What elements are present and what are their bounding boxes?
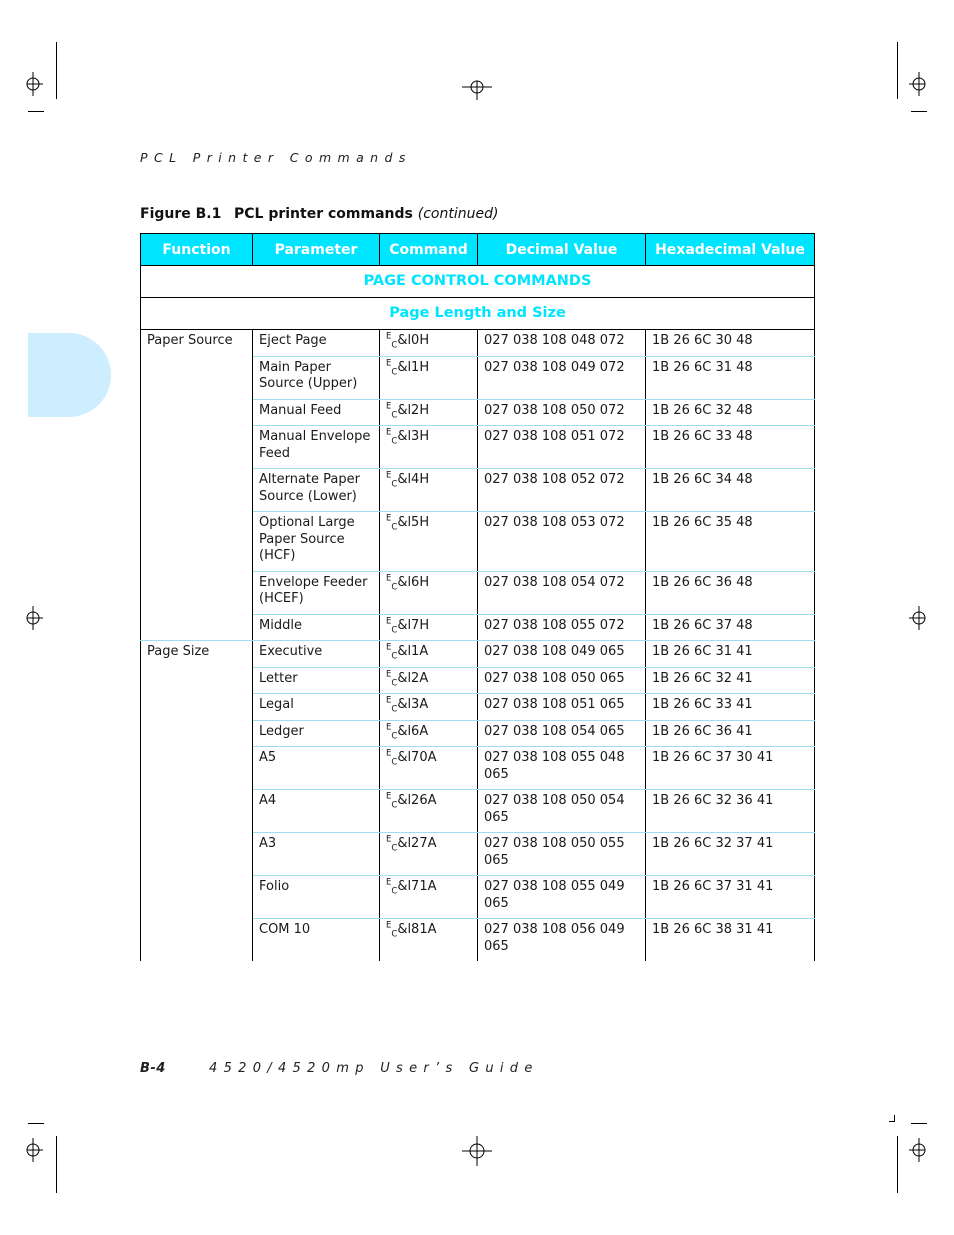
crop-mark-icon [28,111,44,112]
escape-char-c: C [391,340,398,351]
parameter-cell: Ledger [253,720,380,747]
function-cell [141,426,253,469]
decimal-value-cell: 027 038 108 049 065 [478,641,646,668]
page-folio: B-4 [140,1061,166,1076]
registration-mark-icon [22,72,44,96]
function-cell [141,919,253,962]
table-row [141,399,815,426]
table-row [141,356,815,399]
header-decimal-value: Decimal Value [478,234,646,266]
escape-char-c: C [391,757,398,768]
escape-char-e: E [386,642,392,653]
function-cell [141,399,253,426]
escape-char-e: E [386,920,392,931]
decimal-value-cell: 027 038 108 055 048 065 [478,747,646,790]
table-row [141,720,815,747]
crop-mark-icon [897,1136,898,1193]
table-row [141,667,815,694]
table-row [141,790,815,833]
decimal-value-cell: 027 038 108 052 072 [478,469,646,512]
hex-value-cell: 1B 26 6C 34 48 [646,469,815,512]
escape-char-c: C [391,479,398,490]
command-text: &l6A [397,723,429,739]
command-text: &l70A [397,750,437,765]
command-cell [380,919,478,962]
escape-char-c: C [391,678,398,689]
command-text: &l26A [397,793,437,808]
command-cell [380,469,478,512]
escape-char-e: E [386,791,392,802]
crop-mark-icon [911,111,927,112]
parameter-cell: Folio [253,876,380,919]
escape-char-c: C [391,704,398,715]
pcl-commands-table [140,233,815,961]
hex-value-cell: 1B 26 6C 32 36 41 [646,790,815,833]
function-cell [141,694,253,721]
escape-char-e: E [386,877,392,888]
header-parameter: Parameter [253,234,380,266]
table-row [141,694,815,721]
escape-char-e: E [386,616,392,627]
command-cell [380,356,478,399]
hex-value-cell: 1B 26 6C 30 48 [646,330,815,357]
hex-value-cell: 1B 26 6C 33 48 [646,426,815,469]
parameter-cell: Eject Page [253,330,380,357]
parameter-cell: A5 [253,747,380,790]
decimal-value-cell: 027 038 108 051 065 [478,694,646,721]
escape-char-c: C [391,410,398,421]
command-text: &l3H [397,429,430,444]
escape-char-c: C [391,929,398,940]
command-text: &l0H [397,333,430,348]
registration-mark-icon [908,72,930,96]
command-cell [380,876,478,919]
escape-char-e: E [386,834,392,845]
command-cell [380,399,478,426]
command-cell [380,426,478,469]
command-cell [380,614,478,641]
command-cell [380,833,478,876]
function-cell [141,667,253,694]
decimal-value-cell: 027 038 108 051 072 [478,426,646,469]
parameter-cell: Alternate Paper Source (Lower) [253,469,380,512]
command-text: &l71A [397,879,437,894]
function-cell [141,571,253,614]
section-title: PAGE CONTROL COMMANDS [141,266,815,298]
command-text: &l2H [397,402,430,418]
function-cell [141,876,253,919]
header-hexadecimal-value: Hexadecimal Value [646,234,815,266]
escape-char-c: C [391,886,398,897]
table-row [141,571,815,614]
hex-value-cell: 1B 26 6C 37 30 41 [646,747,815,790]
command-text: &l4H [397,472,430,487]
function-cell [141,790,253,833]
decimal-value-cell: 027 038 108 055 049 065 [478,876,646,919]
table-header-row [141,234,815,266]
crop-mark-icon [56,1136,57,1193]
parameter-cell: Executive [253,641,380,668]
table-row [141,833,815,876]
hex-value-cell: 1B 26 6C 36 41 [646,720,815,747]
command-text: &l3A [397,697,429,712]
command-cell [380,747,478,790]
section-row [141,266,815,298]
escape-char-c: C [391,731,398,742]
escape-char-c: C [391,522,398,533]
decimal-value-cell: 027 038 108 049 072 [478,356,646,399]
registration-mark-icon [462,1136,492,1166]
parameter-cell: Optional Large Paper Source (HCF) [253,512,380,572]
escape-char-e: E [386,748,392,759]
escape-char-c: C [391,625,398,636]
hex-value-cell: 1B 26 6C 32 41 [646,667,815,694]
escape-char-c: C [391,800,398,811]
command-text: &l5H [397,515,430,530]
function-cell [141,512,253,572]
command-cell [380,512,478,572]
function-cell [141,747,253,790]
escape-char-c: C [391,436,398,447]
command-cell [380,571,478,614]
command-text: &l1H [397,359,430,375]
function-cell: Paper Source [141,330,253,357]
header-command: Command [380,234,478,266]
command-text: &l7H [397,617,430,633]
registration-mark-icon [908,1138,930,1162]
hex-value-cell: 1B 26 6C 33 41 [646,694,815,721]
decimal-value-cell: 027 038 108 050 055 065 [478,833,646,876]
command-text: &l2A [397,670,429,686]
hex-value-cell: 1B 26 6C 35 48 [646,512,815,572]
figure-continued: (continued) [417,206,499,222]
crop-mark-icon [28,1123,44,1124]
registration-mark-icon [462,78,492,100]
table-row [141,641,815,668]
escape-char-e: E [386,331,392,342]
escape-char-e: E [386,401,392,412]
escape-char-e: E [386,470,392,481]
escape-char-e: E [386,573,392,584]
decimal-value-cell: 027 038 108 055 072 [478,614,646,641]
decimal-value-cell: 027 038 108 048 072 [478,330,646,357]
decimal-value-cell: 027 038 108 050 054 065 [478,790,646,833]
parameter-cell: Letter [253,667,380,694]
table-row [141,512,815,572]
escape-char-e: E [386,513,392,524]
command-cell [380,330,478,357]
command-text: &l81A [397,922,437,937]
parameter-cell: Main Paper Source (Upper) [253,356,380,399]
escape-char-c: C [391,651,398,662]
table-row [141,426,815,469]
hex-value-cell: 1B 26 6C 31 48 [646,356,815,399]
command-cell [380,641,478,668]
escape-char-e: E [386,427,392,438]
running-head: PCL Printer Commands [140,150,412,165]
function-cell [141,356,253,399]
crop-mark-icon [889,1121,895,1122]
function-cell [141,720,253,747]
command-cell [380,667,478,694]
parameter-cell: Manual Envelope Feed [253,426,380,469]
figure-caption [140,206,498,222]
chapter-tab-bubble [28,333,111,417]
escape-char-c: C [391,843,398,854]
header-function: Function [141,234,253,266]
figure-number: Figure B.1 [140,206,222,222]
decimal-value-cell: 027 038 108 050 072 [478,399,646,426]
table-row [141,747,815,790]
parameter-cell: Manual Feed [253,399,380,426]
escape-char-e: E [386,358,392,369]
escape-char-c: C [391,367,398,378]
decimal-value-cell: 027 038 108 053 072 [478,512,646,572]
crop-mark-icon [911,1123,927,1124]
parameter-cell: Envelope Feeder (HCEF) [253,571,380,614]
table-row [141,876,815,919]
hex-value-cell: 1B 26 6C 32 48 [646,399,815,426]
hex-value-cell: 1B 26 6C 37 31 41 [646,876,815,919]
crop-mark-icon [56,42,57,99]
table-row [141,919,815,962]
escape-char-e: E [386,695,392,706]
table-row [141,614,815,641]
hex-value-cell: 1B 26 6C 37 48 [646,614,815,641]
hex-value-cell: 1B 26 6C 38 31 41 [646,919,815,962]
hex-value-cell: 1B 26 6C 36 48 [646,571,815,614]
parameter-cell: Legal [253,694,380,721]
escape-char-e: E [386,669,392,680]
crop-mark-icon [897,42,898,99]
command-text: &l27A [397,836,437,851]
function-cell: Page Size [141,641,253,668]
hex-value-cell: 1B 26 6C 32 37 41 [646,833,815,876]
command-cell [380,694,478,721]
figure-title: PCL printer commands [234,206,413,222]
function-cell [141,614,253,641]
registration-mark-icon [22,1138,44,1162]
decimal-value-cell: 027 038 108 054 072 [478,571,646,614]
parameter-cell: COM 10 [253,919,380,962]
decimal-value-cell: 027 038 108 056 049 065 [478,919,646,962]
decimal-value-cell: 027 038 108 050 065 [478,667,646,694]
table-row [141,469,815,512]
escape-char-e: E [386,722,392,733]
escape-char-c: C [391,582,398,593]
registration-mark-icon [908,606,930,630]
subsection-row [141,298,815,330]
command-text: &l1A [397,644,429,659]
function-cell [141,833,253,876]
decimal-value-cell: 027 038 108 054 065 [478,720,646,747]
command-cell [380,790,478,833]
guide-title: 4520/4520mp User’s Guide [209,1061,539,1076]
subsection-title: Page Length and Size [141,298,815,330]
command-cell [380,720,478,747]
parameter-cell: Middle [253,614,380,641]
function-cell [141,469,253,512]
parameter-cell: A3 [253,833,380,876]
parameter-cell: A4 [253,790,380,833]
registration-mark-icon [22,606,44,630]
table-row [141,330,815,357]
hex-value-cell: 1B 26 6C 31 41 [646,641,815,668]
command-text: &l6H [397,574,430,590]
